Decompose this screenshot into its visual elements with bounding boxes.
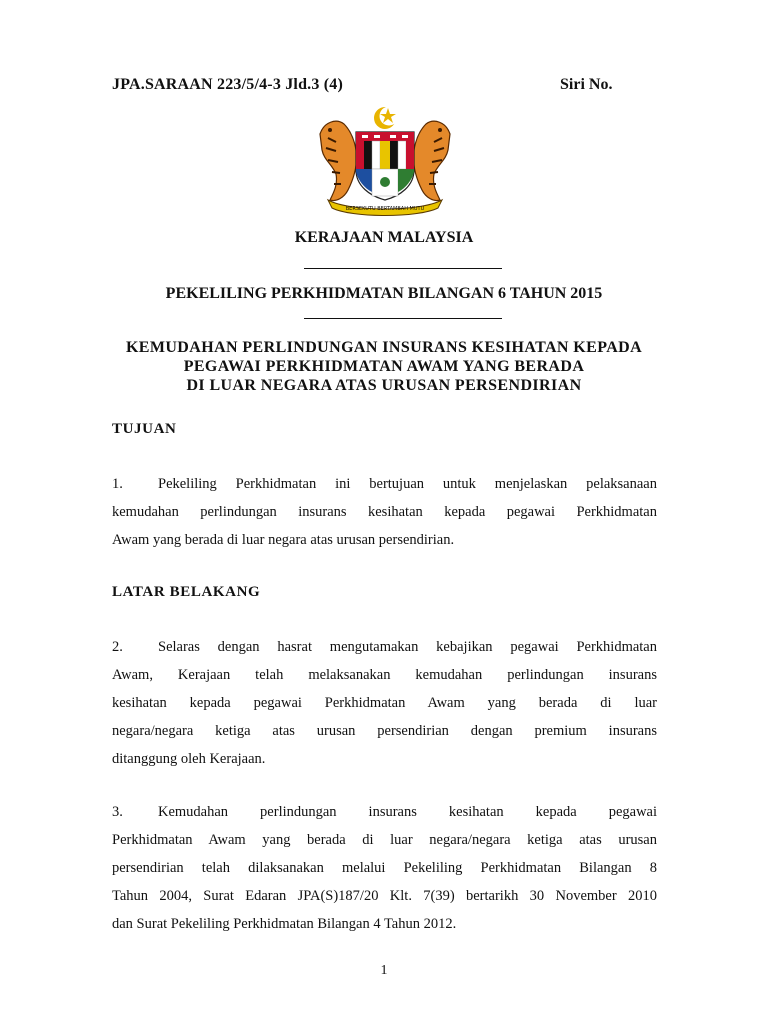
paragraph-line: Selaras dengan hasrat mengutamakan kebajikan pegawai Perkhidmatan (158, 639, 657, 655)
paragraph-1 (112, 470, 657, 554)
paragraph-number: 3. (112, 804, 123, 820)
paragraph-line: Kemudahan perlindungan insurans kesihatan kepada pegawai (158, 804, 657, 820)
paragraph-line: Perkhidmatan Awam yang berada di luar negara/negara ketiga atas urusan (112, 832, 657, 848)
paragraph-line: Awam, Kerajaan telah melaksanakan kemudahan perlindungan insurans (112, 667, 657, 683)
reference-number: JPA.SARAAN 223/5/4-3 Jld.3 (4) (112, 76, 344, 93)
paragraph-line: dan Surat Pekeliling Perkhidmatan Bilangan 4 Tahun 2012. (112, 916, 457, 932)
paragraph-line: Tahun 2004, Surat Edaran JPA(S)187/20 Klt. 7(39) bertarikh 30 November 2010 (112, 888, 657, 904)
paragraph-3 (112, 798, 657, 938)
paragraph-line: ditanggung oleh Kerajaan. (112, 751, 266, 767)
section-heading-tujuan: TUJUAN (112, 421, 177, 437)
divider-rule (304, 318, 502, 319)
paragraph-line: Awam yang berada di luar negara atas urusan persendirian. (112, 532, 455, 548)
svg-text:BERSEKUTU BERTAMBAH MUTU: BERSEKUTU BERTAMBAH MUTU (345, 206, 425, 212)
subject-line-1: KEMUDAHAN PERLINDUNGAN INSURANS KESIHATAN KEPADA (125, 339, 643, 356)
paragraph-line: persendirian telah dilaksanakan melalui Pekeliling Perkhidmatan Bilangan 8 (112, 860, 657, 876)
page-number: 1 (380, 963, 388, 978)
paragraph-line: negara/negara ketiga atas urusan persendirian dengan premium insurans (112, 723, 657, 739)
subject-line-3: DI LUAR NEGARA ATAS URUSAN PERSENDIRIAN (186, 377, 582, 394)
paragraph-2 (112, 633, 657, 773)
paragraph-number: 1. (112, 476, 123, 492)
serial-number-label: Siri No. (560, 76, 613, 93)
government-title: KERAJAAN MALAYSIA (294, 229, 474, 246)
paragraph-line: kesihatan kepada pegawai Perkhidmatan Awam yang berada di luar (112, 695, 657, 711)
malaysia-coat-of-arms-icon (310, 104, 460, 216)
paragraph-line: kemudahan perlindungan insurans kesihatan kepada pegawai Perkhidmatan (112, 504, 657, 520)
paragraph-line: Pekeliling Perkhidmatan ini bertujuan untuk menjelaskan pelaksanaan (158, 476, 657, 492)
subject-line-2: PEGAWAI PERKHIDMATAN AWAM YANG BERADA (183, 358, 585, 375)
circular-title: PEKELILING PERKHIDMATAN BILANGAN 6 TAHUN 2015 (165, 285, 603, 302)
section-heading-latar-belakang: LATAR BELAKANG (112, 584, 261, 600)
divider-rule (304, 268, 502, 269)
paragraph-number: 2. (112, 639, 123, 655)
